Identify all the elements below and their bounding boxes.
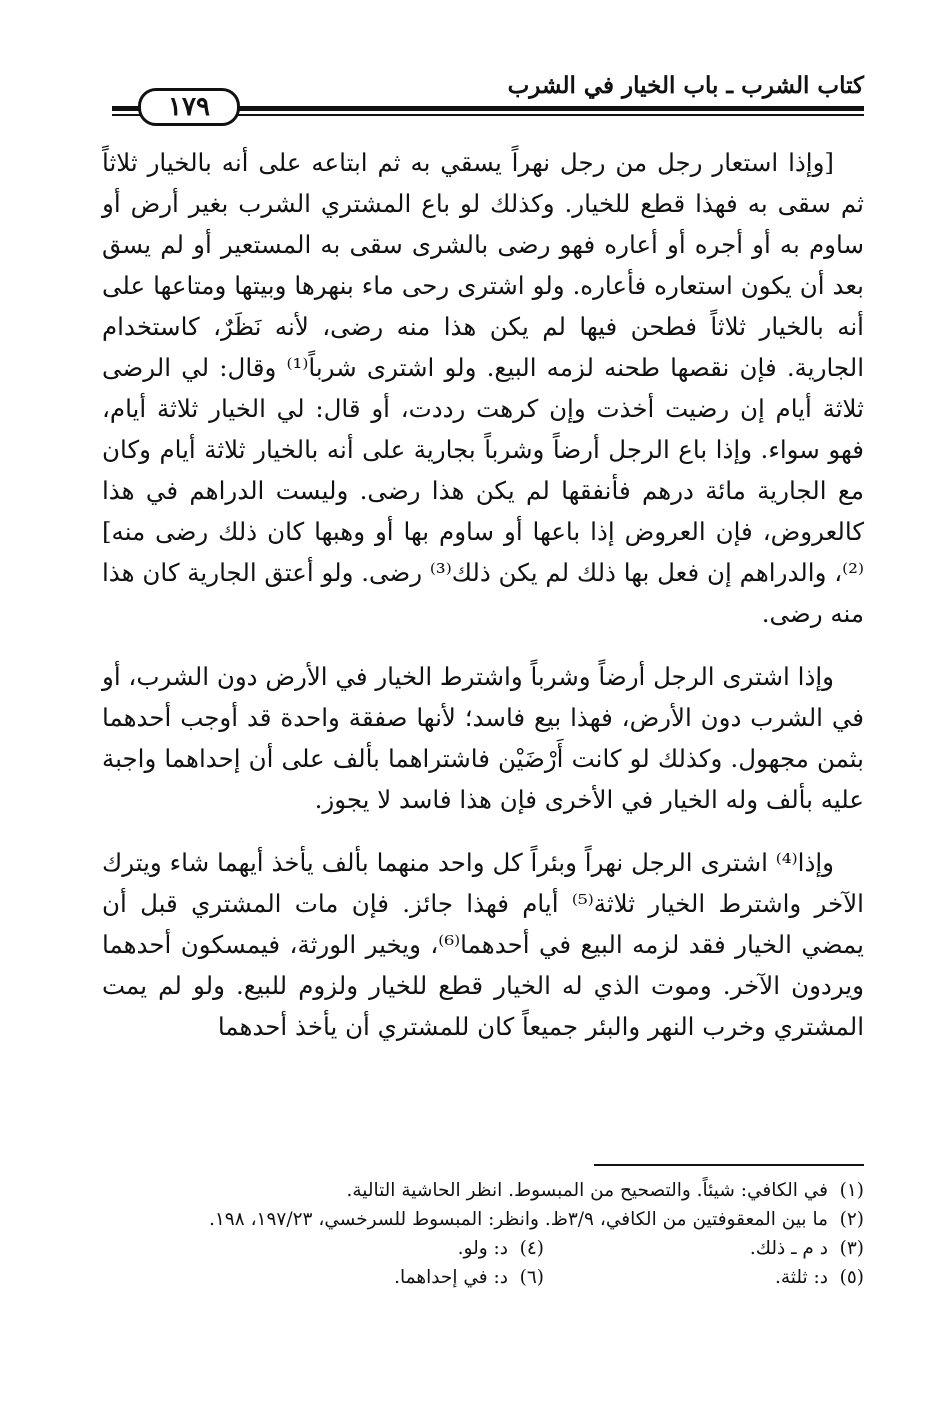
running-title: كتاب الشرب ـ باب الخيار في الشرب [507, 72, 864, 99]
footnote-text: د م ـ ذلك. [749, 1238, 828, 1259]
paragraph-3: وإذا⁽⁴⁾ اشترى الرجل نهراً وبئراً كل واحد منهما بألف يأخذ أيهما شاء ويترك الآخر واشترط الخيار ثلاثة⁽⁵⁾ أيام فهذا جائز. فإن مات المشتري قبل أن يمضي الخيار فقد لزمه البيع في أحدهما⁽⁶⁾، ويخير الورثة، فيمسكون أحدهما ويردون الآخر. وموت الذي له الخيار قطع للخيار ولزوم للبيع. ولو لم يمت المشتري وخرب النهر والبئر جميعاً كان للمشتري أن يأخذ أحدهما [102, 848, 864, 1041]
footnote-2 [209, 1205, 864, 1234]
footnote-row [100, 1176, 864, 1205]
footnotes [100, 1176, 864, 1292]
footnote-4 [224, 1234, 544, 1263]
footnote-text: في الكافي: شيئاً. والتصحيح من المبسوط. انظر الحاشية التالية. [346, 1180, 828, 1201]
main-text [102, 142, 864, 1047]
footnote-1 [346, 1176, 864, 1205]
footnote-number: (٥) [839, 1267, 864, 1288]
footnote-number: (٣) [839, 1238, 864, 1259]
footnote-6 [224, 1263, 544, 1292]
footnote-row [100, 1234, 864, 1263]
footnote-row [100, 1205, 864, 1234]
paragraph-2: وإذا اشترى الرجل أرضاً وشرباً واشترط الخيار في الأرض دون الشرب، أو في الشرب دون الأرض، فهذا بيع فاسد؛ لأنها صفقة واحدة قد أوجب أحدهما بثمن مجهول. وكذلك لو كانت أَرْضَيْن فاشتراهما بألف على أن إحداهما واجبة عليه بألف وله الخيار في الأخرى فإن هذا فاسد لا يجوز. [102, 662, 864, 814]
page-number-badge: ١٧٩ [138, 88, 240, 126]
footnote-row [100, 1263, 864, 1292]
footnote-text: د: ولو. [457, 1238, 508, 1259]
footnote-number: (٦) [519, 1267, 544, 1288]
footnote-number: (٢) [839, 1209, 864, 1230]
footnote-separator [594, 1164, 864, 1166]
footnote-text: د: في إحداهما. [394, 1267, 508, 1288]
footnote-number: (١) [839, 1180, 864, 1201]
footnote-3 [544, 1234, 864, 1263]
paragraph-1: [وإذا استعار رجل من رجل نهراً يسقي به ثم ابتاعه على أنه بالخيار ثلاثاً ثم سقى به فهذا قطع للخيار. وكذلك لو باع المشتري الشرب بغير أرض أو ساوم به أو أجره أو أعاره فهو رضى بالشرى سقى به المستعير أو لم يسق بعد أن يكون استعاره فأعاره. ولو اشترى رحى ماء بنهرها وبيتها ومتاعها على أنه بالخيار ثلاثاً فطحن فيها لم يكن هذا منه رضى، لأنه نَظَرٌ، كاستخدام الجارية. فإن نقصها طحنه لزمه البيع. ولو اشترى شرباً⁽¹⁾ وقال: لي الرضى ثلاثة أيام إن رضيت أخذت وإن كرهت رددت، أو قال: لي الخيار ثلاثة أيام، فهو سواء. وإذا باع الرجل أرضاً وشرباً بجارية على أنه بالخيار ثلاثة أيام وكان مع الجارية مائة درهم فأنفقها لم يكن هذا رضى. وليست الدراهم في هذا كالعروض، فإن العروض إذا باعها أو ساوم بها أو وهبها كان ذلك رضى منه]⁽²⁾، والدراهم إن فعل بها ذلك لم يكن ذلك⁽³⁾ رضى. ولو أعتق الجارية كان هذا منه رضى. [102, 148, 865, 628]
footnote-text: ما بين المعقوفتين من الكافي، ٣/٩ظ. وانظر: المبسوط للسرخسي، ١٩٧/٢٣، ١٩٨. [208, 1209, 828, 1230]
footnote-5 [544, 1263, 864, 1292]
footnote-number: (٤) [519, 1238, 544, 1259]
footnote-text: د: ثلثة. [774, 1267, 828, 1288]
